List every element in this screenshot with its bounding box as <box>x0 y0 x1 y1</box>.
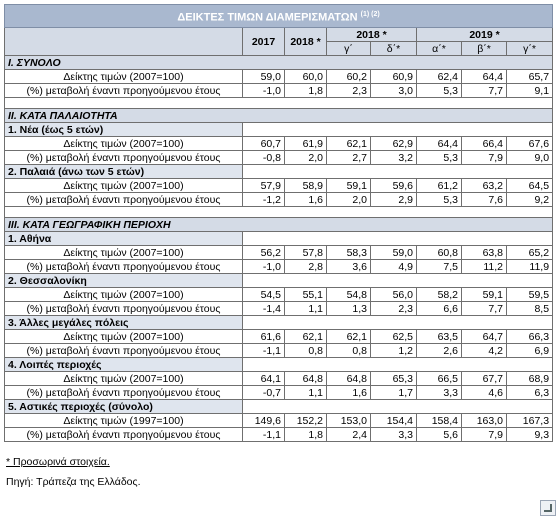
cell: 59,1 <box>462 288 507 302</box>
cell: 62,4 <box>417 70 462 84</box>
cell: 2,0 <box>327 193 371 207</box>
cell: 5,3 <box>417 84 462 98</box>
header-2018-quarters: 2018 * <box>327 28 417 42</box>
subsection-fill <box>243 316 553 330</box>
cell: 7,6 <box>462 193 507 207</box>
cell: 1,1 <box>285 302 327 316</box>
cell: 5,3 <box>417 151 462 165</box>
cell: 7,9 <box>462 428 507 442</box>
table-row <box>5 260 553 274</box>
apartment-price-index-table <box>4 4 553 442</box>
cell: 153,0 <box>327 414 371 428</box>
cell: 2,3 <box>371 302 417 316</box>
cell: 58,3 <box>327 246 371 260</box>
header-blank <box>5 28 243 56</box>
table-row <box>5 386 553 400</box>
subsection-heading: 5. Αστικές περιοχές (σύνολο) <box>5 400 243 414</box>
subsection-heading: 4. Λοιπές περιοχές <box>5 358 243 372</box>
cell: 3,2 <box>371 151 417 165</box>
row-label: Δείκτης τιμών (2007=100) <box>5 137 243 151</box>
cell: 2,0 <box>285 151 327 165</box>
subsection-heading: 1. Αθήνα <box>5 232 243 246</box>
cell: 60,8 <box>417 246 462 260</box>
cell: 5,6 <box>417 428 462 442</box>
cell: 2,8 <box>285 260 327 274</box>
footnote-provisional: * Προσωρινά στοιχεία. <box>6 456 110 468</box>
header-2018-annual: 2018 * <box>285 28 327 56</box>
cell: -1,1 <box>243 344 285 358</box>
subsection-heading: 1. Νέα (έως 5 ετών) <box>5 123 243 137</box>
row-label: (%) μεταβολή έναντι προηγούμενου έτους <box>5 344 243 358</box>
cell: 62,1 <box>327 330 371 344</box>
cell: 6,6 <box>417 302 462 316</box>
cell: 158,4 <box>417 414 462 428</box>
cell: 1,2 <box>371 344 417 358</box>
cell: -1,0 <box>243 260 285 274</box>
table-row <box>5 414 553 428</box>
subsection-fill <box>243 232 553 246</box>
cell: 63,5 <box>417 330 462 344</box>
header-quarter: δ΄* <box>371 42 417 56</box>
cell: 57,8 <box>285 246 327 260</box>
cell: 1,8 <box>285 428 327 442</box>
cell: 3,6 <box>327 260 371 274</box>
cell: 4,2 <box>462 344 507 358</box>
cell: 63,8 <box>462 246 507 260</box>
header-quarter: α΄* <box>417 42 462 56</box>
cell: 0,8 <box>285 344 327 358</box>
header-quarter: γ΄* <box>507 42 553 56</box>
table-row <box>5 330 553 344</box>
cell: 1,6 <box>327 386 371 400</box>
cell: 62,9 <box>371 137 417 151</box>
cell: 63,2 <box>462 179 507 193</box>
table-row <box>5 246 553 260</box>
row-label: Δείκτης τιμών (2007=100) <box>5 330 243 344</box>
cell: 64,4 <box>462 70 507 84</box>
table-title <box>5 5 553 28</box>
header-quarter: β΄* <box>462 42 507 56</box>
cell: 9,0 <box>507 151 553 165</box>
row-label: Δείκτης τιμών (2007=100) <box>5 288 243 302</box>
cell: 9,1 <box>507 84 553 98</box>
table-row <box>5 344 553 358</box>
row-label: (%) μεταβολή έναντι προηγούμενου έτους <box>5 428 243 442</box>
header-quarter: γ΄ <box>327 42 371 56</box>
cell: 1,6 <box>285 193 327 207</box>
cell: 59,0 <box>243 70 285 84</box>
cell: 64,7 <box>462 330 507 344</box>
cell: 163,0 <box>462 414 507 428</box>
section-heading: II. ΚΑΤΑ ΠΑΛΑΙΟΤΗΤΑ <box>5 109 553 123</box>
cell: 154,4 <box>371 414 417 428</box>
cell: 2,9 <box>371 193 417 207</box>
cell: 67,7 <box>462 372 507 386</box>
subsection-fill <box>243 165 553 179</box>
table-row <box>5 193 553 207</box>
cell: 65,3 <box>371 372 417 386</box>
cell: 60,7 <box>243 137 285 151</box>
cell: 6,3 <box>507 386 553 400</box>
resize-corner-icon[interactable] <box>540 500 556 516</box>
cell: 61,2 <box>417 179 462 193</box>
cell: 59,1 <box>327 179 371 193</box>
cell: 0,8 <box>327 344 371 358</box>
subsection-heading: 3. Άλλες μεγάλες πόλεις <box>5 316 243 330</box>
cell: 60,2 <box>327 70 371 84</box>
cell: 4,9 <box>371 260 417 274</box>
cell: 68,9 <box>507 372 553 386</box>
cell: 3,3 <box>417 386 462 400</box>
cell: -1,0 <box>243 84 285 98</box>
cell: 6,9 <box>507 344 553 358</box>
cell: 66,5 <box>417 372 462 386</box>
cell: 1,3 <box>327 302 371 316</box>
cell: 149,6 <box>243 414 285 428</box>
cell: 54,8 <box>327 288 371 302</box>
cell: 152,2 <box>285 414 327 428</box>
cell: 2,3 <box>327 84 371 98</box>
table-title-text: ΔΕΙΚΤΕΣ ΤΙΜΩΝ ΔΙΑΜΕΡΙΣΜΑΤΩΝ <box>177 11 358 24</box>
header-2019-quarters: 2019 * <box>417 28 553 42</box>
row-label: Δείκτης τιμών (2007=100) <box>5 246 243 260</box>
cell: 64,1 <box>243 372 285 386</box>
cell: 9,2 <box>507 193 553 207</box>
row-label: Δείκτης τιμών (2007=100) <box>5 179 243 193</box>
table-row <box>5 151 553 165</box>
cell: 8,5 <box>507 302 553 316</box>
cell: 5,3 <box>417 193 462 207</box>
cell: 62,1 <box>327 137 371 151</box>
table-row <box>5 428 553 442</box>
cell: -1,1 <box>243 428 285 442</box>
cell: 1,7 <box>371 386 417 400</box>
section-heading: III. ΚΑΤΑ ΓΕΩΓΡΑΦΙΚΗ ΠΕΡΙΟΧΗ <box>5 218 553 232</box>
cell: 7,5 <box>417 260 462 274</box>
header-2017: 2017 <box>243 28 285 56</box>
cell: 55,1 <box>285 288 327 302</box>
cell: 61,9 <box>285 137 327 151</box>
cell: 62,1 <box>285 330 327 344</box>
cell: -0,7 <box>243 386 285 400</box>
cell: 64,4 <box>417 137 462 151</box>
cell: 3,3 <box>371 428 417 442</box>
row-label: (%) μεταβολή έναντι προηγούμενου έτους <box>5 84 243 98</box>
table-row <box>5 302 553 316</box>
row-label: (%) μεταβολή έναντι προηγούμενου έτους <box>5 260 243 274</box>
cell: 62,5 <box>371 330 417 344</box>
cell: 4,6 <box>462 386 507 400</box>
cell: 2,4 <box>327 428 371 442</box>
cell: 11,2 <box>462 260 507 274</box>
row-label: (%) μεταβολή έναντι προηγούμενου έτους <box>5 193 243 207</box>
cell: 7,9 <box>462 151 507 165</box>
cell: 64,8 <box>285 372 327 386</box>
cell: 60,9 <box>371 70 417 84</box>
cell: 2,6 <box>417 344 462 358</box>
row-label: (%) μεταβολή έναντι προηγούμενου έτους <box>5 386 243 400</box>
subsection-fill <box>243 274 553 288</box>
cell: 65,7 <box>507 70 553 84</box>
subsection-heading: 2. Θεσσαλονίκη <box>5 274 243 288</box>
table-row <box>5 137 553 151</box>
subsection-fill <box>243 123 553 137</box>
cell: 56,2 <box>243 246 285 260</box>
table-title-footnote-refs: (1) (2) <box>360 10 380 18</box>
row-label: Δείκτης τιμών (1997=100) <box>5 414 243 428</box>
cell: 61,6 <box>243 330 285 344</box>
subsection-fill <box>243 400 553 414</box>
cell: 167,3 <box>507 414 553 428</box>
cell: 66,4 <box>462 137 507 151</box>
subsection-fill <box>243 358 553 372</box>
cell: 2,7 <box>327 151 371 165</box>
cell: 58,2 <box>417 288 462 302</box>
cell: 65,2 <box>507 246 553 260</box>
table-row <box>5 288 553 302</box>
row-label: Δείκτης τιμών (2007=100) <box>5 70 243 84</box>
cell: -0,8 <box>243 151 285 165</box>
row-label: (%) μεταβολή έναντι προηγούμενου έτους <box>5 151 243 165</box>
cell: 60,0 <box>285 70 327 84</box>
cell: 1,8 <box>285 84 327 98</box>
subsection-heading: 2. Παλαιά (άνω των 5 ετών) <box>5 165 243 179</box>
section-heading: I. ΣΥΝΟΛΟ <box>5 56 553 70</box>
cell: 59,0 <box>371 246 417 260</box>
table-row <box>5 84 553 98</box>
spacer-row <box>5 207 553 218</box>
cell: 59,6 <box>371 179 417 193</box>
cell: 3,0 <box>371 84 417 98</box>
cell: 7,7 <box>462 302 507 316</box>
cell: -1,2 <box>243 193 285 207</box>
cell: 57,9 <box>243 179 285 193</box>
cell: 1,1 <box>285 386 327 400</box>
cell: 66,3 <box>507 330 553 344</box>
cell: -1,4 <box>243 302 285 316</box>
spacer-row <box>5 98 553 109</box>
cell: 9,3 <box>507 428 553 442</box>
cell: 11,9 <box>507 260 553 274</box>
cell: 64,8 <box>327 372 371 386</box>
table-row <box>5 70 553 84</box>
table-row <box>5 179 553 193</box>
table-row <box>5 372 553 386</box>
row-label: Δείκτης τιμών (2007=100) <box>5 372 243 386</box>
cell: 64,5 <box>507 179 553 193</box>
cell: 67,6 <box>507 137 553 151</box>
row-label: (%) μεταβολή έναντι προηγούμενου έτους <box>5 302 243 316</box>
footnote-source: Πηγή: Τράπεζα της Ελλάδος. <box>6 476 141 488</box>
cell: 59,5 <box>507 288 553 302</box>
cell: 54,5 <box>243 288 285 302</box>
cell: 7,7 <box>462 84 507 98</box>
cell: 58,9 <box>285 179 327 193</box>
cell: 56,0 <box>371 288 417 302</box>
